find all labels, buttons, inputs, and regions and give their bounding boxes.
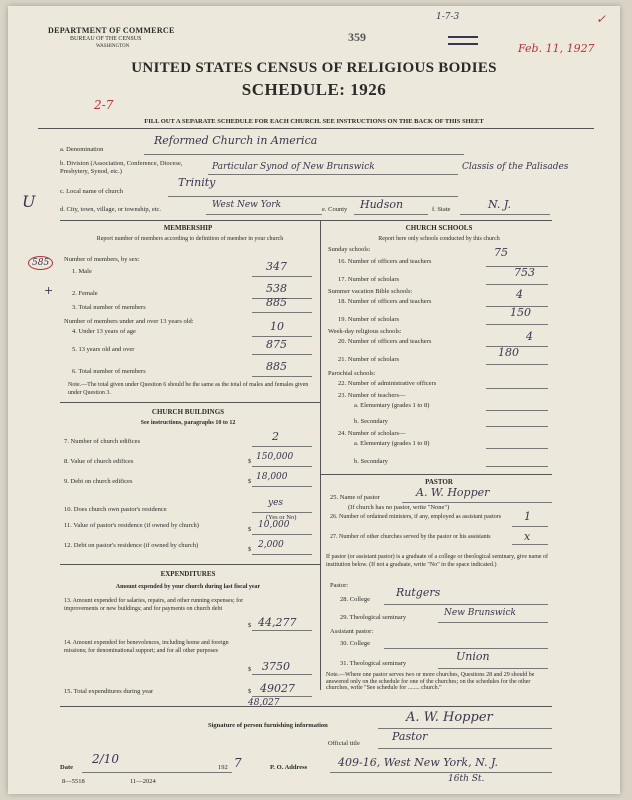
q30-label: 30. College	[340, 640, 370, 647]
q21-value: 180	[498, 346, 519, 359]
q4-value: 10	[270, 320, 284, 333]
margin-mark-top: 2-7	[94, 98, 114, 112]
schedule-title: SCHEDULE: 1926	[241, 80, 387, 99]
local-name-value: Trinity	[178, 176, 216, 189]
q20-value: 4	[526, 330, 533, 343]
assistant-pastor-subheader: Assistant pastor:	[330, 628, 374, 635]
q13-value: 44,277	[258, 616, 297, 629]
underline	[82, 772, 232, 773]
dollar-sign: $	[248, 622, 252, 629]
dollar-sign: $	[248, 458, 252, 465]
underline	[208, 174, 458, 175]
city-value: West New York	[212, 200, 282, 210]
schools-intro: Report here only schools conducted by this church	[378, 236, 500, 242]
year-value: 7	[234, 756, 242, 770]
underline	[512, 544, 548, 545]
year-prefix: 192	[218, 764, 228, 771]
underline	[486, 324, 548, 325]
q5-value: 875	[266, 338, 287, 351]
margin-mark-u: U	[22, 192, 36, 211]
division-value: Particular Synod of New Brunswick	[212, 162, 375, 172]
q31-value: Union	[456, 650, 490, 663]
q11-label: 11. Value of pastor's residence (if owned by church)	[64, 522, 199, 529]
denomination-value: Reformed Church in America	[154, 134, 318, 147]
q29-value: New Brunswick	[444, 608, 516, 618]
print-code: 11—2024	[130, 778, 156, 785]
underline	[384, 648, 548, 649]
membership-intro: Report number of members according to definition of member in your church	[96, 236, 284, 242]
divider	[320, 474, 552, 475]
q24a-label: a. Elementary (grades 1 to 8)	[354, 440, 430, 447]
underline	[206, 214, 322, 215]
underline	[252, 534, 312, 535]
underline	[486, 426, 548, 427]
schools-title: CHURCH SCHOOLS	[405, 224, 473, 232]
q25-label: 25. Name of pastor	[330, 494, 380, 501]
q25-value: A. W. Hopper	[416, 486, 490, 499]
divider	[60, 706, 552, 707]
underline	[252, 512, 312, 513]
underline	[512, 526, 548, 527]
q14-value: 3750	[262, 660, 290, 673]
underline	[486, 410, 548, 411]
form-code: 8—5518	[62, 778, 85, 785]
signature-value: A. W. Hopper	[406, 710, 493, 725]
dollar-sign: $	[248, 526, 252, 533]
q10-hint: (Yes or No)	[266, 514, 297, 521]
date-value: 2/10	[92, 752, 119, 766]
official-title-value: Pastor	[392, 730, 428, 743]
underline	[486, 284, 548, 285]
census-schedule-sheet	[8, 6, 620, 794]
underline	[144, 154, 464, 155]
divider	[38, 128, 594, 129]
underline	[252, 630, 312, 631]
q2-label: 2. Female	[72, 290, 98, 297]
q22-label: 22. Number of administrative officers	[338, 380, 437, 387]
underline	[252, 674, 312, 675]
underline	[460, 214, 550, 215]
q24-label: 24. Number of scholars—	[338, 430, 406, 437]
pastor-title: PASTOR	[425, 478, 453, 486]
q28-value: Rutgers	[396, 586, 441, 599]
q5-label: 5. 13 years old and over	[72, 346, 135, 353]
q24b-label: b. Secondary	[354, 458, 388, 465]
q17-label: 17. Number of scholars	[338, 276, 400, 283]
underline	[486, 388, 548, 389]
q27-value: x	[524, 530, 531, 543]
underline	[354, 214, 428, 215]
strike-mark	[448, 36, 478, 45]
buildings-title: CHURCH BUILDINGS	[151, 408, 225, 416]
bureau-name: BUREAU OF THE CENSUS	[70, 36, 142, 42]
q11-value: 10,000	[258, 520, 290, 530]
pastor-subheader: Pastor:	[330, 582, 349, 589]
q7-label: 7. Number of church edifices	[64, 438, 140, 445]
q23-label: 23. Number of teachers—	[338, 392, 406, 399]
q14-label: 14. Amount expended for benevolences, including home and foreign missions; for denominational support; and for all other purposes	[64, 640, 229, 654]
q6-label: 6. Total number of members	[72, 368, 146, 375]
q31-label: 31. Theological seminary	[340, 660, 407, 667]
underline	[252, 696, 312, 697]
q15-value: 49027	[260, 682, 295, 695]
dollar-sign: $	[248, 478, 252, 485]
division-extra: Classis of the Palisades	[462, 162, 569, 172]
date-label: Date	[60, 764, 73, 771]
summer-schools-label: Summer vacation Bible schools:	[328, 288, 413, 295]
q15-label: 15. Total expenditures during year	[64, 688, 154, 695]
q7-value: 2	[272, 430, 279, 443]
instruction-line: FILL OUT A SEPARATE SCHEDULE FOR EACH CHURCH. SEE INSTRUCTIONS ON THE BACK OF THIS SHEET	[144, 118, 484, 125]
underline	[486, 448, 548, 449]
state-label: f. State	[432, 206, 451, 213]
underline	[438, 622, 548, 623]
signature-label: Signature of person furnishing information	[208, 722, 328, 729]
q26-label: 26. Number of ordained ministers, if any, employed as assistant pastors	[330, 514, 502, 520]
q20-label: 20. Number of officers and teachers	[338, 338, 432, 345]
underline	[402, 502, 552, 503]
q23b-label: b. Secondary	[354, 418, 388, 425]
underline	[486, 466, 548, 467]
weekday-schools-label: Week-day religious schools:	[328, 328, 402, 335]
q16-label: 16. Number of officers and teachers	[338, 258, 432, 265]
q1-value: 347	[266, 260, 287, 273]
q12-label: 12. Debt on pastor's residence (if owned by church)	[64, 542, 199, 549]
department-name: DEPARTMENT OF COMMERCE	[48, 26, 175, 35]
q8-value: 150,000	[256, 452, 294, 462]
county-value: Hudson	[360, 198, 404, 211]
underline	[252, 376, 312, 377]
underline	[378, 728, 552, 729]
graduate-note: If pastor (or assistant pastor) is a graduate of a college or theological seminary, give name of institution below. (If not a graduate, write "No" in the space indicated.)	[326, 554, 549, 568]
check-mark-icon: ✓	[596, 12, 607, 26]
po-address-label: P. O. Address	[270, 764, 308, 771]
membership-note: Note.—The total given under Question 6 should be the same as the total of males and females given under Question 3.	[68, 382, 309, 396]
underline	[252, 486, 312, 487]
underline	[252, 354, 312, 355]
q18-label: 18. Number of officers and teachers	[338, 298, 432, 305]
expenditures-title: EXPENDITURES	[160, 570, 216, 578]
q23a-label: a. Elementary (grades 1 to 8)	[354, 402, 430, 409]
form-title: UNITED STATES CENSUS OF RELIGIOUS BODIES	[131, 60, 497, 76]
q3-label: 3. Total number of members	[72, 304, 146, 311]
state-value: N. J.	[488, 198, 511, 211]
division-label: b. Division (Association, Conference, Diocese, Presbytery, Synod, etc.)	[60, 160, 183, 175]
divider	[60, 402, 320, 403]
plus-mark-icon: +	[44, 284, 54, 297]
received-date: Feb. 11, 1927	[518, 42, 595, 55]
po-address-extra: 16th St.	[448, 774, 485, 784]
official-title-label: Official title	[328, 740, 360, 747]
q9-label: 9. Debt on church edifices	[64, 478, 133, 485]
sunday-schools-label: Sunday schools:	[328, 246, 371, 253]
q28-label: 28. College	[340, 596, 370, 603]
membership-title: MEMBERSHIP	[163, 224, 213, 232]
underline	[252, 554, 312, 555]
dollar-sign: $	[248, 666, 252, 673]
city-label: d. City, town, village, or township, etc.	[60, 206, 162, 213]
stamp-code: 1-7-3	[436, 12, 460, 22]
underline	[486, 364, 548, 365]
q1-label: 1. Male	[72, 268, 92, 275]
q8-label: 8. Value of church edifices	[64, 458, 134, 465]
q25-hint: (If church has no pastor, write "None")	[348, 504, 450, 511]
underline	[378, 748, 552, 749]
underline	[252, 312, 312, 313]
margin-mark-585: 585	[28, 256, 53, 270]
q10-label: 10. Does church own pastor's residence	[64, 506, 167, 513]
underline	[168, 196, 458, 197]
q16-value: 75	[494, 246, 508, 259]
q13-label: 13. Amount expended for salaries, repairs, and other running expenses; for improvements or new buildings; and for payments on church debt	[64, 598, 244, 612]
age-intro-label: Number of members under and over 13 years old:	[64, 318, 194, 325]
expenditures-intro: Amount expended by your church during last fiscal year	[115, 584, 261, 590]
parochial-schools-label: Parochial schools:	[328, 370, 376, 377]
underline	[252, 446, 312, 447]
divider	[60, 220, 552, 221]
underline	[438, 668, 548, 669]
underline	[384, 604, 548, 605]
underline	[252, 276, 312, 277]
q9-value: 18,000	[256, 472, 288, 482]
underline	[252, 336, 312, 337]
q17-value: 753	[514, 266, 535, 279]
q18-value: 4	[516, 288, 523, 301]
q12-value: 2,000	[258, 540, 284, 550]
local-name-label: c. Local name of church	[60, 188, 123, 195]
form-number: 359	[348, 30, 366, 44]
county-label: e. County	[322, 206, 348, 213]
po-address-value: 409-16, West New York, N. J.	[338, 756, 499, 769]
q29-label: 29. Theological seminary	[340, 614, 407, 621]
q26-value: 1	[524, 510, 531, 523]
q6-value: 885	[266, 360, 287, 373]
q21-label: 21. Number of scholars	[338, 356, 400, 363]
q2-value: 538	[266, 282, 287, 295]
buildings-intro: See instructions, paragraphs 10 to 12	[140, 420, 236, 426]
city-name: WASHINGTON	[96, 44, 130, 49]
q3-value: 885	[266, 296, 287, 309]
q19-label: 19. Number of scholars	[338, 316, 400, 323]
q10-value: yes	[268, 498, 284, 508]
dollar-sign: $	[248, 688, 252, 695]
q4-label: 4. Under 13 years of age	[72, 328, 136, 335]
members-by-sex-label: Number of members, by sex:	[64, 256, 140, 263]
q19-value: 150	[510, 306, 531, 319]
divider	[60, 564, 320, 565]
pastor-note: Note.—Where one pastor serves two or more churches, Questions 28 and 29 should be answered only on the schedule for one of the churches; on the schedules for the other churches, write "See schedule for ........ church."	[326, 672, 535, 691]
denomination-label: a. Denomination	[60, 146, 104, 153]
underline	[330, 772, 552, 773]
column-divider	[320, 220, 321, 690]
q27-label: 27. Number of other churches served by the pastor or his assistants	[330, 534, 491, 540]
q15-correction: 48,027	[248, 698, 280, 708]
underline	[252, 466, 312, 467]
dollar-sign: $	[248, 546, 252, 553]
